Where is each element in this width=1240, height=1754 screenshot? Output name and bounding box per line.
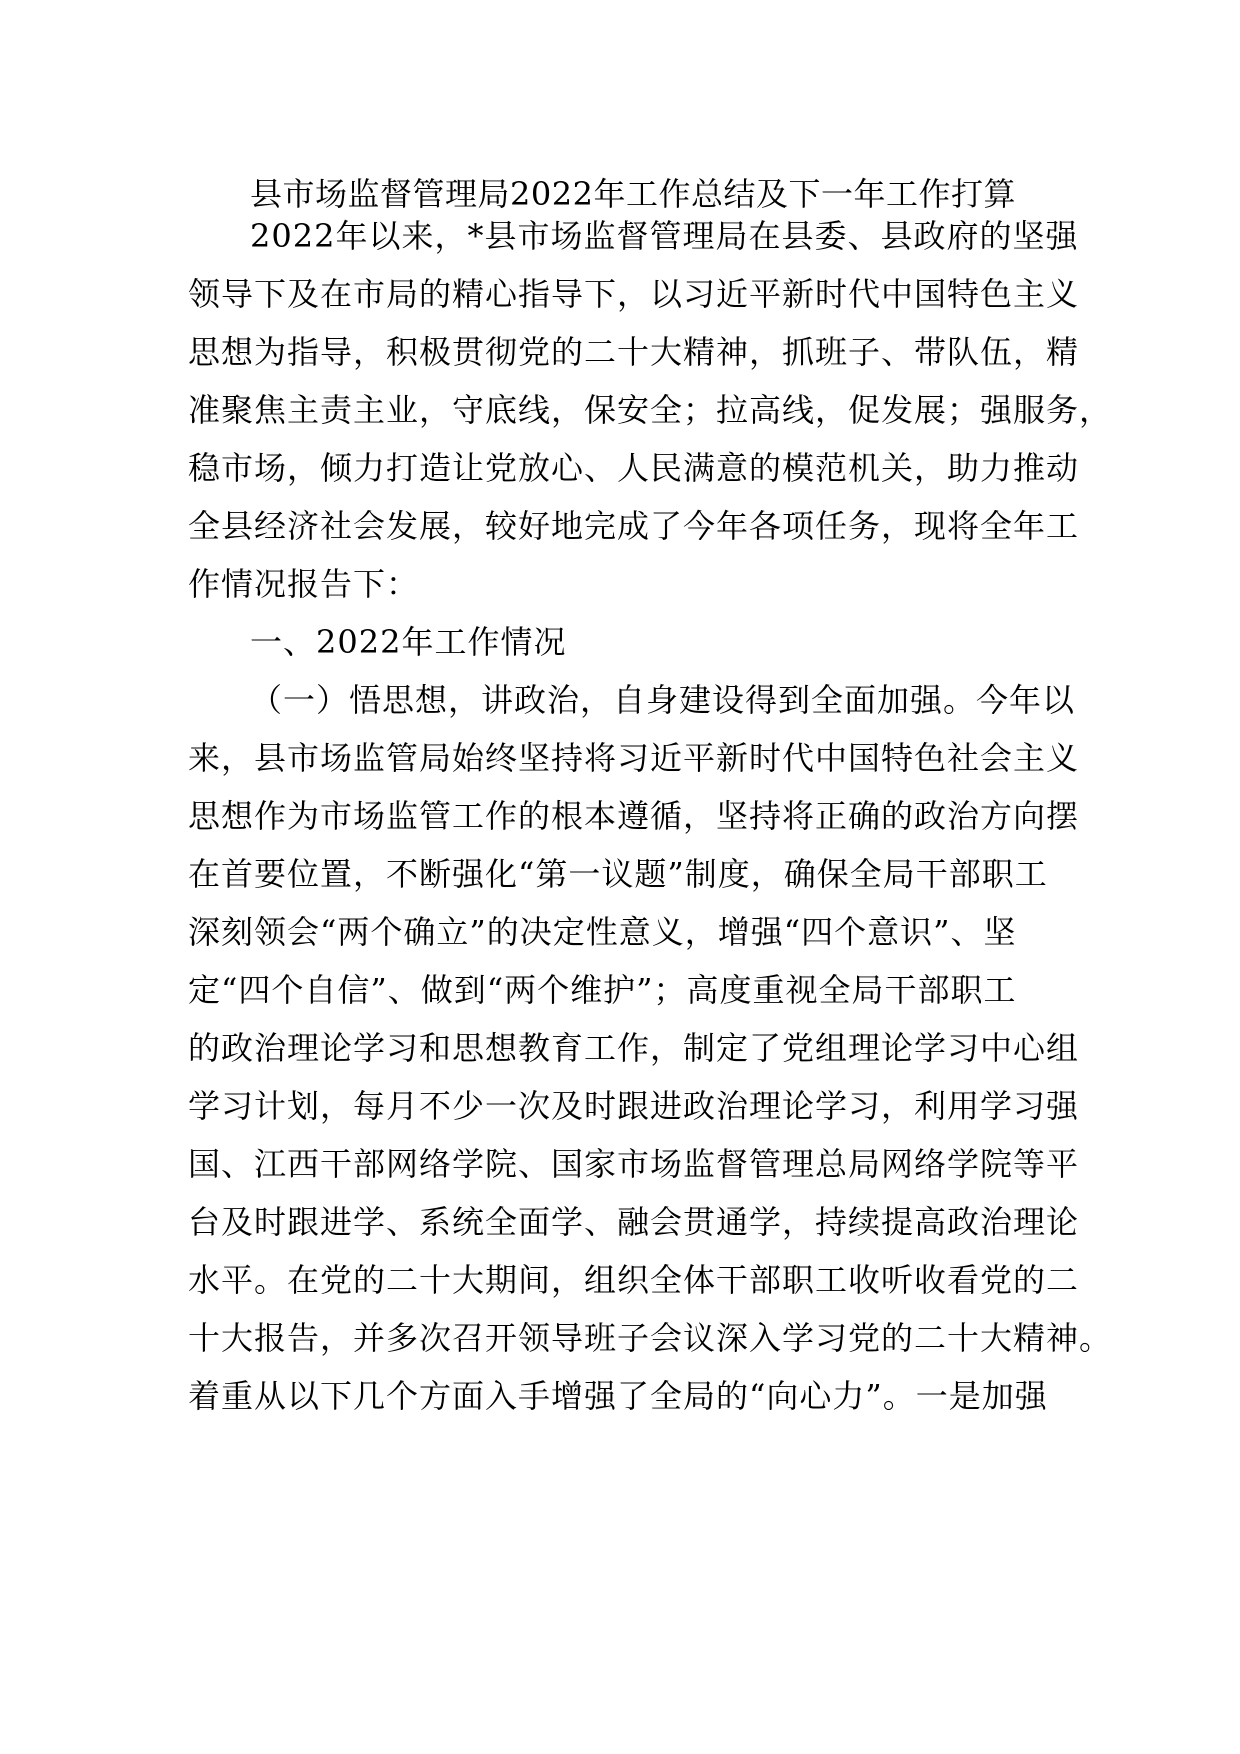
- intro-line: 稳市场，倾力打造让党放心、人民满意的模范机关，助力推动: [188, 449, 1080, 487]
- subsection-line: 着重从以下几个方面入手增强了全局的“向心力”。一是加强: [188, 1377, 1048, 1415]
- subsection-line: 深刻领会“两个确立”的决定性意义，增强“四个意识”、坚: [188, 913, 1017, 951]
- subsection-line: 来，县市场监管局始终坚持将习近平新时代中国特色社会主义: [188, 739, 1080, 777]
- intro-line: 思想为指导，积极贯彻党的二十大精神，抓班子、带队伍，精: [188, 333, 1080, 371]
- subsection-line: （一）悟思想，讲政治，自身建设得到全面加强。今年以: [250, 681, 1076, 719]
- subsection-line: 十大报告，并多次召开领导班子会议深入学习党的二十大精神。: [188, 1319, 1113, 1357]
- subsection-line: 思想作为市场监管工作的根本遵循，坚持将正确的政治方向摆: [188, 797, 1080, 835]
- document-title: 县市场监督管理局2022年工作总结及下一年工作打算: [250, 175, 1016, 213]
- intro-line: 作情况报告下：: [188, 565, 420, 603]
- subsection-line: 定“四个自信”、做到“两个维护”；高度重视全局干部职工: [188, 971, 1017, 1009]
- subsection-line: 在首要位置，不断强化“第一议题”制度，确保全局干部职工: [188, 855, 1048, 893]
- intro-line: 全县经济社会发展，较好地完成了今年各项任务，现将全年工: [188, 507, 1080, 545]
- intro-line: 准聚焦主责主业，守底线，保安全；拉高线，促发展；强服务，: [188, 391, 1113, 429]
- subsection-line: 水平。在党的二十大期间，组织全体干部职工收听收看党的二: [188, 1261, 1080, 1299]
- intro-line: 领导下及在市局的精心指导下，以习近平新时代中国特色主义: [188, 275, 1080, 313]
- section-heading: 一、2022年工作情况: [250, 623, 567, 661]
- intro-line: 2022年以来，*县市场监督管理局在县委、县政府的坚强: [250, 217, 1079, 255]
- subsection-line: 台及时跟进学、系统全面学、融会贯通学，持续提高政治理论: [188, 1203, 1080, 1241]
- subsection-line: 的政治理论学习和思想教育工作，制定了党组理论学习中心组: [188, 1029, 1080, 1067]
- subsection-line: 学习计划，每月不少一次及时跟进政治理论学习，利用学习强: [188, 1087, 1080, 1125]
- subsection-line: 国、江西干部网络学院、国家市场监督管理总局网络学院等平: [188, 1145, 1080, 1183]
